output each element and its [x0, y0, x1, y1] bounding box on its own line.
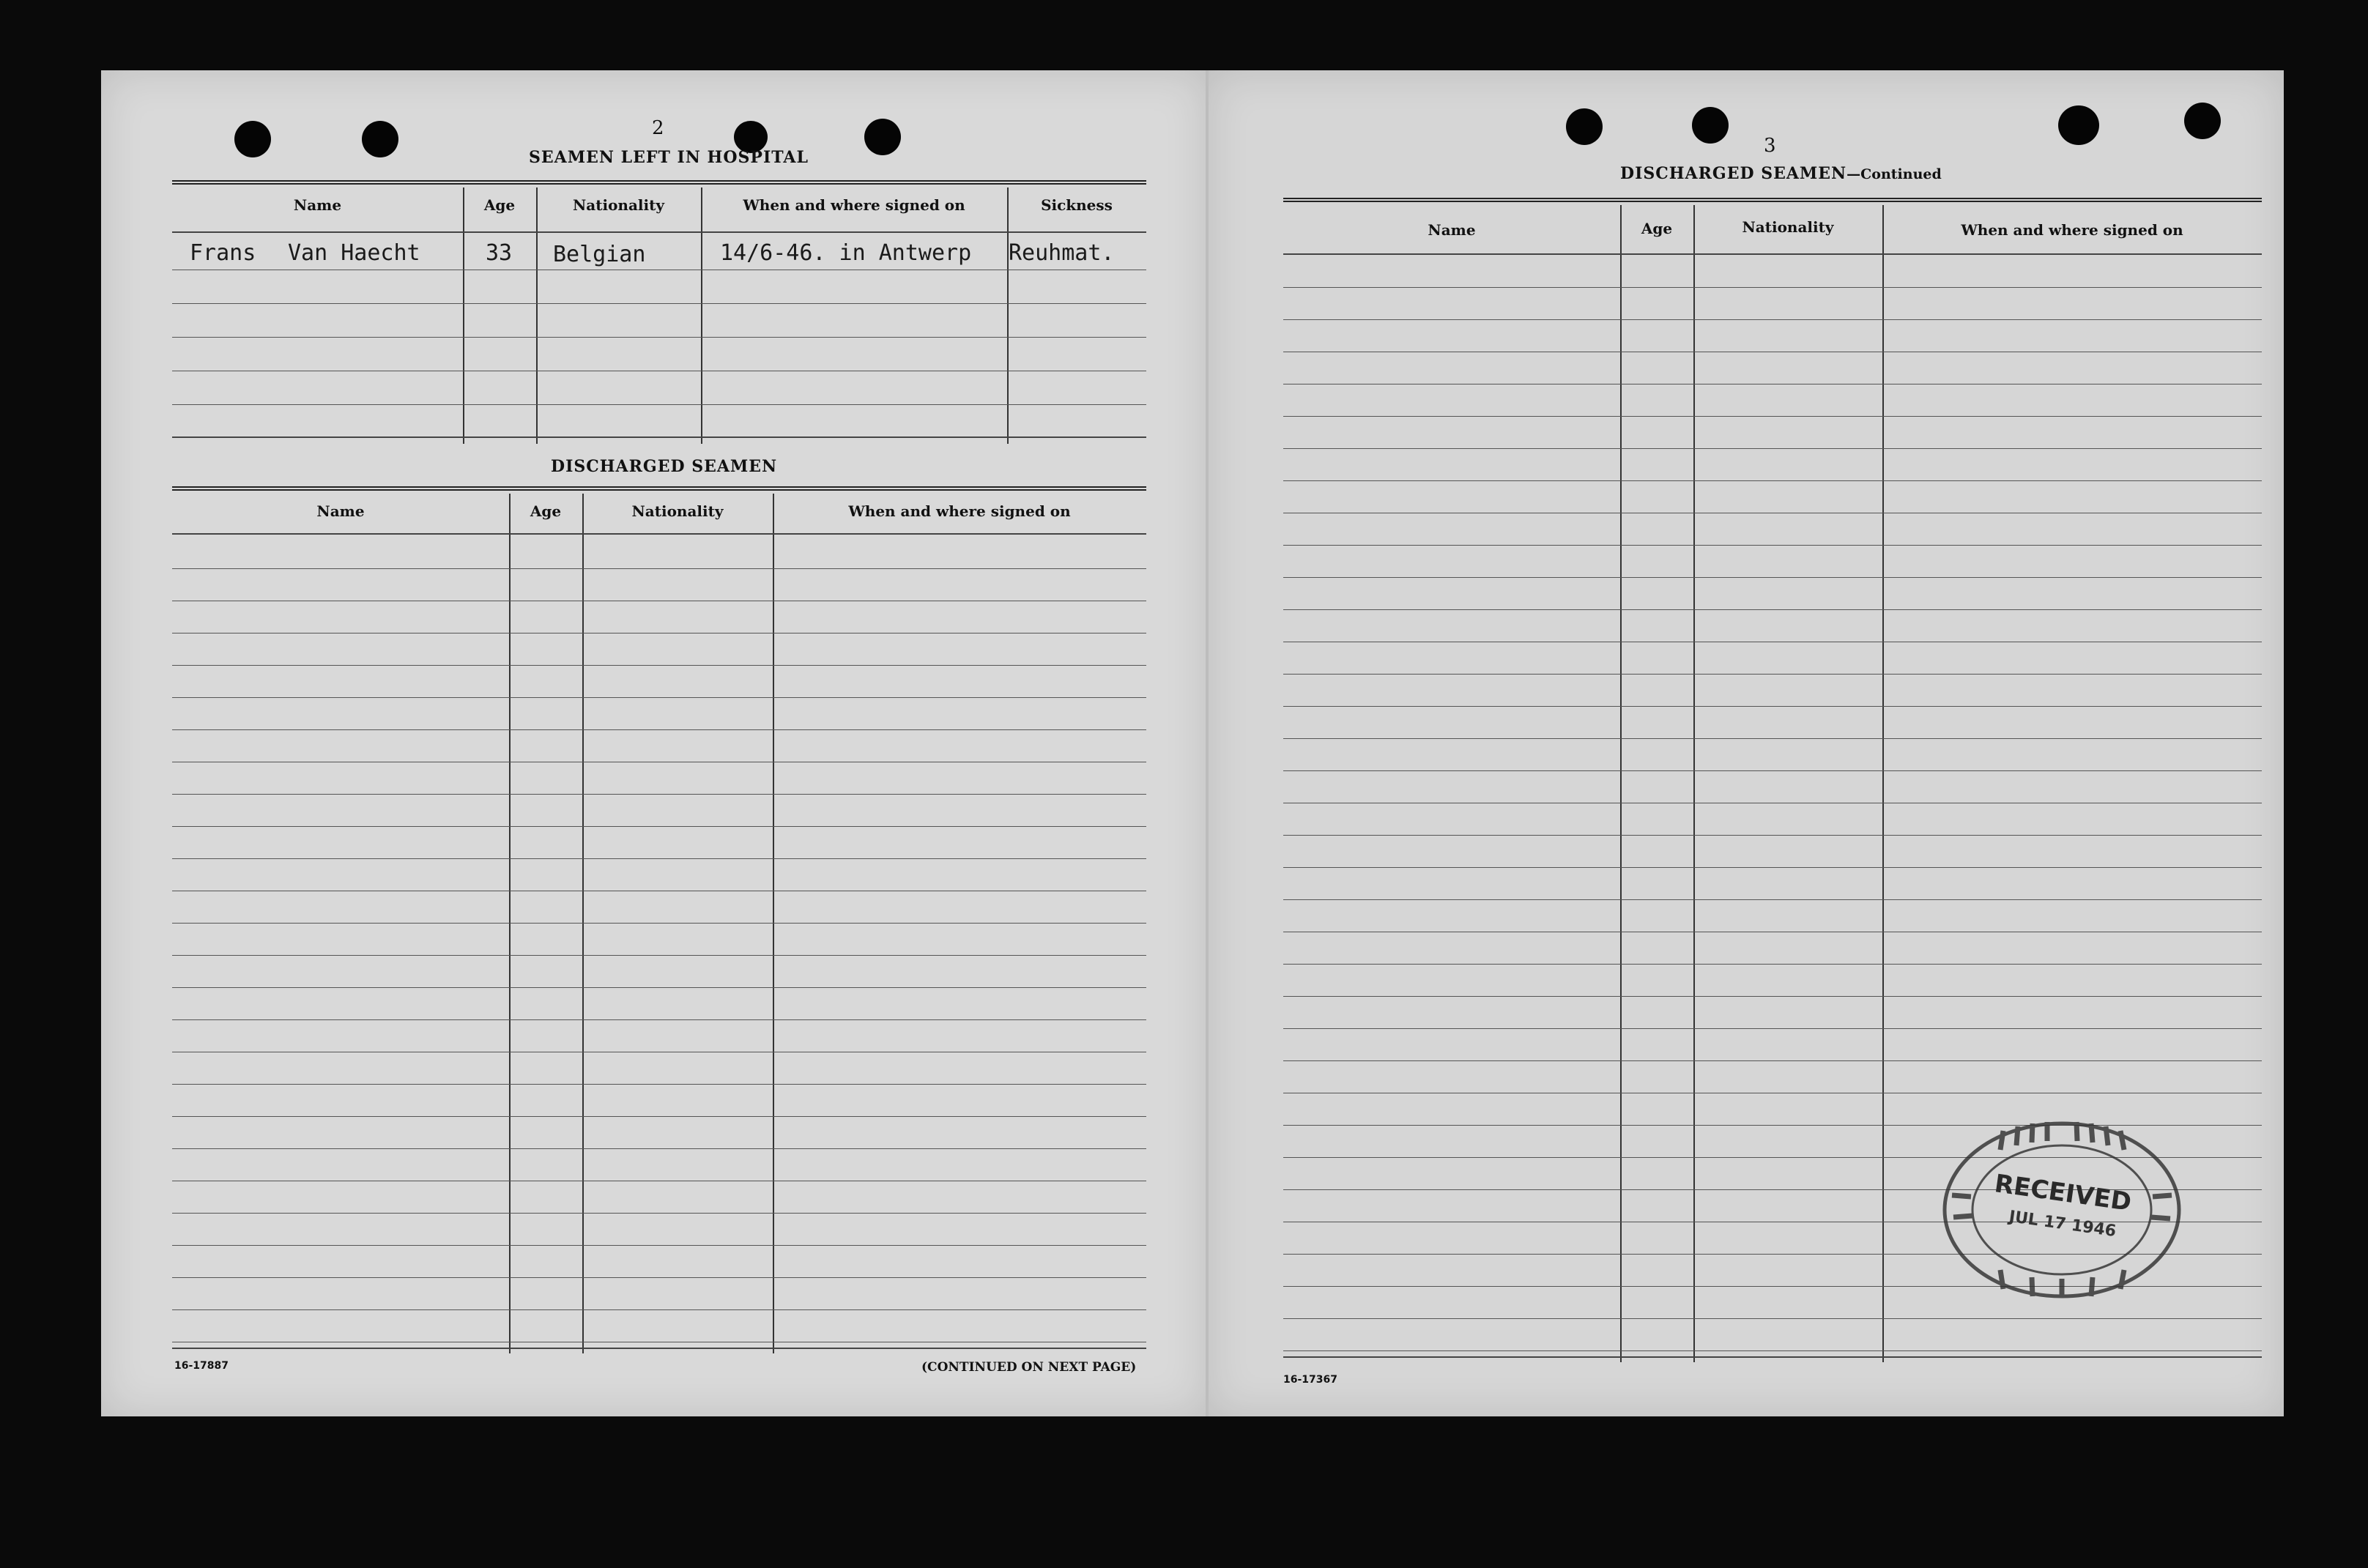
col-divider	[701, 187, 702, 444]
row-rule	[1283, 738, 2262, 739]
hospital-row-sickness: Reuhmat.	[1009, 240, 1115, 266]
right-section-title-main: DISCHARGED SEAMEN	[1620, 164, 1847, 183]
row-rule	[1283, 770, 2262, 771]
row-rule	[1283, 319, 2262, 320]
punch-hole	[864, 119, 901, 155]
col-divider	[1882, 205, 1884, 1362]
row-rule	[172, 1019, 1146, 1020]
row-rule	[172, 794, 1146, 795]
punch-hole	[2184, 103, 2221, 139]
row-rule	[1283, 480, 2262, 481]
stamp-received-text: RECEIVED	[1992, 1169, 2134, 1217]
row-rule	[1283, 577, 2262, 578]
col-header-signed-on: When and where signed on	[848, 502, 1071, 520]
row-rule	[172, 697, 1146, 698]
row-rule	[172, 1245, 1146, 1246]
col-header-age: Age	[1641, 220, 1673, 237]
col-divider	[1007, 187, 1009, 444]
row-rule	[1283, 1318, 2262, 1319]
row-rule	[172, 1148, 1146, 1149]
row-rule	[1283, 287, 2262, 288]
row-rule	[1283, 609, 2262, 610]
col-header-nationality: Nationality	[573, 196, 664, 214]
col-header-age: Age	[483, 196, 516, 214]
hospital-row-name-first: Frans	[190, 240, 256, 266]
col-header-name: Name	[1428, 221, 1476, 239]
right-section-title-sub: —Continued	[1846, 166, 1942, 182]
row-rule	[1283, 416, 2262, 417]
row-rule	[1283, 706, 2262, 707]
col-divider	[773, 494, 774, 1353]
col-divider	[1693, 205, 1695, 1362]
header-rule	[172, 231, 1146, 233]
received-stamp	[1937, 1115, 2186, 1305]
row-rule	[172, 337, 1146, 338]
row-rule	[1283, 674, 2262, 675]
hospital-section-title: SEAMEN LEFT IN HOSPITAL	[529, 148, 809, 167]
col-header-name: Name	[316, 502, 365, 520]
row-rule	[1283, 1350, 2262, 1351]
row-rule	[172, 858, 1146, 859]
right-section-title	[1620, 164, 1942, 183]
hospital-row-age: 33	[486, 240, 513, 266]
row-rule	[172, 1277, 1146, 1278]
row-rule	[172, 568, 1146, 569]
discharged-top-rule	[172, 486, 1146, 491]
col-divider	[463, 187, 464, 444]
col-header-age: Age	[530, 502, 562, 520]
header-rule	[172, 533, 1146, 535]
row-rule	[172, 404, 1146, 405]
right-form-code: 16-17367	[1283, 1374, 1337, 1386]
row-rule	[1283, 899, 2262, 900]
col-header-signed-on: When and where signed on	[743, 196, 965, 214]
row-rule	[172, 826, 1146, 827]
col-header-sickness: Sickness	[1041, 196, 1113, 214]
hospital-table	[172, 187, 1146, 444]
row-rule	[1283, 448, 2262, 449]
row-rule	[172, 1116, 1146, 1117]
bottom-rule	[1283, 1356, 2262, 1358]
row-rule	[1283, 545, 2262, 546]
col-divider	[536, 187, 538, 444]
row-rule	[172, 923, 1146, 924]
punch-hole	[234, 121, 271, 157]
right-top-rule	[1283, 198, 2262, 202]
stamp-date-text: JUL 17 1946	[2008, 1207, 2118, 1241]
col-header-signed-on: When and where signed on	[1961, 221, 2183, 239]
bottom-rule	[172, 436, 1146, 438]
col-header-name: Name	[293, 196, 342, 214]
row-rule	[172, 1084, 1146, 1085]
continued-note: (CONTINUED ON NEXT PAGE)	[921, 1360, 1137, 1375]
punch-hole	[1692, 107, 1729, 144]
left-form-code: 16-17887	[174, 1360, 229, 1372]
col-header-nationality: Nationality	[631, 502, 724, 520]
row-rule	[172, 955, 1146, 956]
hospital-row-nationality: Belgian	[553, 242, 646, 267]
left-page-number: 2	[652, 117, 664, 139]
hospital-top-rule	[172, 180, 1146, 185]
hospital-row-signed-on: 14/6-46. in Antwerp	[720, 240, 972, 266]
bottom-rule	[172, 1348, 1146, 1349]
col-divider	[1620, 205, 1622, 1362]
row-rule	[172, 1213, 1146, 1214]
punch-hole	[362, 121, 398, 157]
right-page-number: 3	[1764, 135, 1776, 157]
row-rule	[172, 729, 1146, 730]
col-divider	[582, 494, 584, 1353]
row-rule	[1283, 964, 2262, 965]
row-rule	[1283, 835, 2262, 836]
discharged-section-title: DISCHARGED SEAMEN	[551, 457, 778, 476]
row-rule	[1283, 1028, 2262, 1029]
punch-hole	[2058, 105, 2099, 145]
hospital-row-name-last: Van Haecht	[288, 240, 420, 266]
row-rule	[172, 303, 1146, 304]
row-rule	[172, 1309, 1146, 1310]
header-rule	[1283, 253, 2262, 255]
discharged-table	[172, 494, 1146, 1353]
col-divider	[509, 494, 511, 1353]
row-rule	[1283, 1060, 2262, 1061]
row-rule	[1283, 996, 2262, 997]
punch-hole	[1566, 108, 1603, 145]
page-fold	[1206, 70, 1209, 1416]
row-rule	[1283, 867, 2262, 868]
row-rule	[172, 987, 1146, 988]
row-rule	[172, 665, 1146, 666]
col-header-nationality: Nationality	[1742, 218, 1834, 236]
